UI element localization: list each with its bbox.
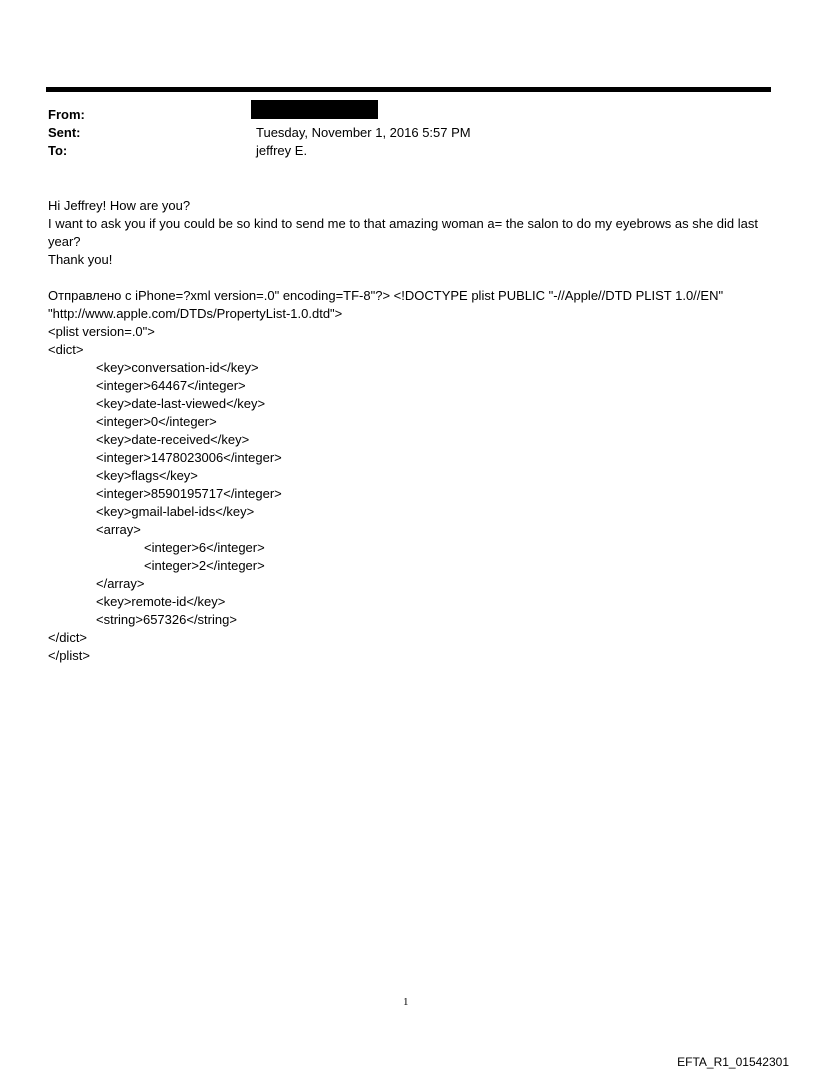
plist-key-line: <key>flags</key> xyxy=(96,468,198,483)
to-value: jeffrey E. xyxy=(256,143,308,158)
plist-key-line: <key>date-received</key> xyxy=(96,432,250,447)
blank-line xyxy=(48,269,768,287)
from-row xyxy=(48,106,748,124)
array-close-line: </array> xyxy=(96,576,145,591)
greeting-line: Hi Jeffrey! How are you? xyxy=(48,198,191,213)
plist-open-line: <plist version=.0"> xyxy=(48,324,155,339)
plist-value-line: <integer>0</integer> xyxy=(96,414,217,429)
thanks-line: Thank you! xyxy=(48,252,113,267)
plist-key-line: <key>conversation-id</key> xyxy=(96,360,259,375)
plist-key-line: <key>date-last-viewed</key> xyxy=(96,396,266,411)
to-row xyxy=(48,142,748,160)
array-item-line: <integer>6</integer> xyxy=(144,540,265,555)
email-header xyxy=(48,106,748,160)
sent-label: Sent: xyxy=(48,125,81,140)
plist-key-line: <key>gmail-label-ids</key> xyxy=(96,504,255,519)
plist-close-line: </plist> xyxy=(48,648,90,663)
signature-line: Отправлено с iPhone=?xml version=.0" encoding=TF-8"?> <!DOCTYPE plist PUBLIC "-//Apple//DTD PLIST 1.0//EN" xyxy=(48,288,724,303)
sent-row xyxy=(48,124,748,142)
email-body xyxy=(48,197,768,665)
signature-line-continued: "http://www.apple.com/DTDs/PropertyList-1.0.dtd"> xyxy=(48,306,343,321)
page-number: 1 xyxy=(403,996,409,1008)
header-rule xyxy=(46,87,771,92)
array-item-line: <integer>2</integer> xyxy=(144,558,265,573)
plist-value-line: <string>657326</string> xyxy=(96,612,237,627)
dict-close-line: </dict> xyxy=(48,630,88,645)
plist-value-line: <integer>64467</integer> xyxy=(96,378,246,393)
bates-number: EFTA_R1_01542301 xyxy=(677,1055,789,1069)
plist-key-line: <key>remote-id</key> xyxy=(96,594,226,609)
sent-value: Tuesday, November 1, 2016 5:57 PM xyxy=(256,125,471,140)
array-open-line: <array> xyxy=(96,522,141,537)
from-label: From: xyxy=(48,107,85,122)
plist-value-line: <integer>8590195717</integer> xyxy=(96,486,282,501)
dict-open-line: <dict> xyxy=(48,342,84,357)
redaction-block xyxy=(251,100,378,119)
to-label: To: xyxy=(48,143,68,158)
request-line: I want to ask you if you could be so kind to send me to that amazing woman a= the salon to do my eyebrows as she did last year? xyxy=(48,216,758,249)
plist-value-line: <integer>1478023006</integer> xyxy=(96,450,282,465)
